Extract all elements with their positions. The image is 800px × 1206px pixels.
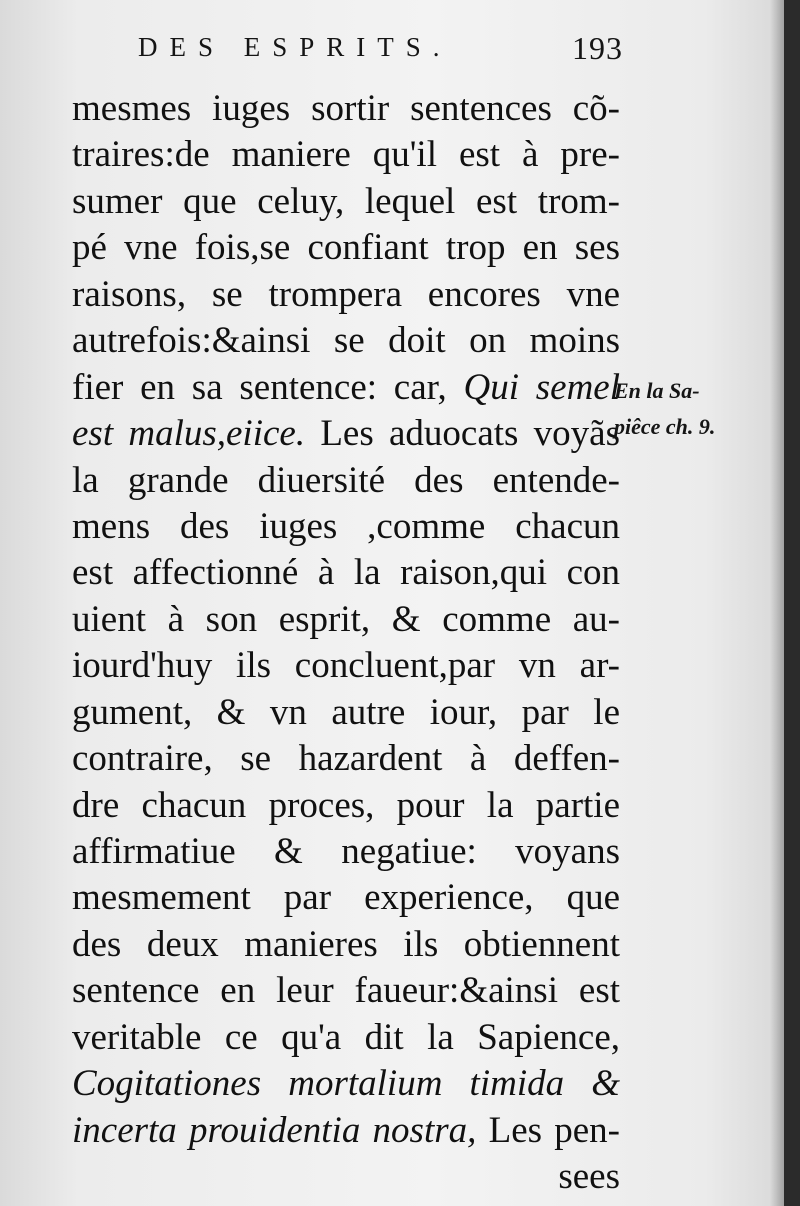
catchword: sees [558, 1156, 620, 1198]
roman-text: la grande diuersité des entende- [72, 459, 620, 501]
italic-text: incerta prouidentia nostra, [72, 1109, 477, 1151]
text-line [72, 1061, 620, 1107]
roman-text: mesmement par experience, que [72, 877, 620, 919]
marginal-note-line: En la Sa- [614, 378, 700, 403]
roman-text: raisons, se trompera encores vne [72, 273, 620, 315]
italic-text: est malus,eiice. [72, 413, 306, 455]
text-line [72, 458, 620, 504]
text-line [72, 365, 620, 411]
text-line [72, 875, 620, 921]
roman-text: dre chacun proces, pour la partie [72, 784, 620, 826]
text-line [72, 1015, 620, 1061]
text-line [72, 922, 620, 968]
body-text [72, 86, 620, 1201]
text-line [72, 736, 620, 782]
roman-text: uient à son esprit, & comme au- [72, 598, 620, 640]
text-line [72, 1108, 620, 1154]
roman-text: sentence en leur faueur:&ainsi est [72, 970, 620, 1012]
italic-text: Qui semel [463, 366, 621, 408]
page-number: 193 [572, 30, 623, 66]
roman-text: mens des iuges ,comme chacun [72, 505, 620, 547]
text-line [72, 132, 620, 178]
text-line [72, 225, 620, 271]
text-line [72, 411, 620, 457]
roman-text: Les pen- [476, 1109, 620, 1151]
running-title: DES ESPRITS. [138, 32, 452, 62]
text-line [72, 179, 620, 225]
roman-text: sumer que celuy, lequel est trom- [72, 180, 620, 222]
text-line [72, 86, 620, 132]
roman-text: traires:de maniere qu'il est à pre- [72, 134, 620, 176]
text-line [72, 829, 620, 875]
italic-text: Cogitationes mortalium timida & [72, 1063, 620, 1105]
text-line [72, 968, 620, 1014]
text-line [72, 318, 620, 364]
text-line [72, 643, 620, 689]
text-line [72, 550, 620, 596]
roman-text: contraire, se hazardent à deffen- [72, 738, 620, 780]
text-line [72, 597, 620, 643]
text-line [72, 690, 620, 736]
marginal-note-line: piêce ch. 9. [614, 414, 716, 439]
roman-text: Les aduocats voyãs [305, 413, 620, 455]
running-head [138, 30, 638, 74]
roman-text: autrefois:&ainsi se doit on moins [72, 320, 620, 362]
roman-text: est affectionné à la raison,qui con [72, 552, 620, 594]
roman-text: pé vne fois,se confiant trop en ses [72, 227, 620, 269]
roman-text: iourd'huy ils concluent,par vn ar- [72, 645, 620, 687]
roman-text: veritable ce qu'a dit la Sapience, [72, 1016, 620, 1058]
text-line [72, 504, 620, 550]
text-line [72, 272, 620, 318]
roman-text: des deux manieres ils obtiennent [72, 923, 620, 965]
roman-text: gument, & vn autre iour, par le [72, 691, 620, 733]
roman-text: fier en sa sentence: car, [72, 366, 464, 408]
page-edge-shadow [770, 0, 784, 1206]
roman-text: affirmatiue & negatiue: voyans [72, 831, 620, 872]
marginal-note [614, 373, 784, 445]
text-line [72, 783, 620, 829]
roman-text: mesmes iuges sortir sentences cõ- [72, 88, 620, 129]
